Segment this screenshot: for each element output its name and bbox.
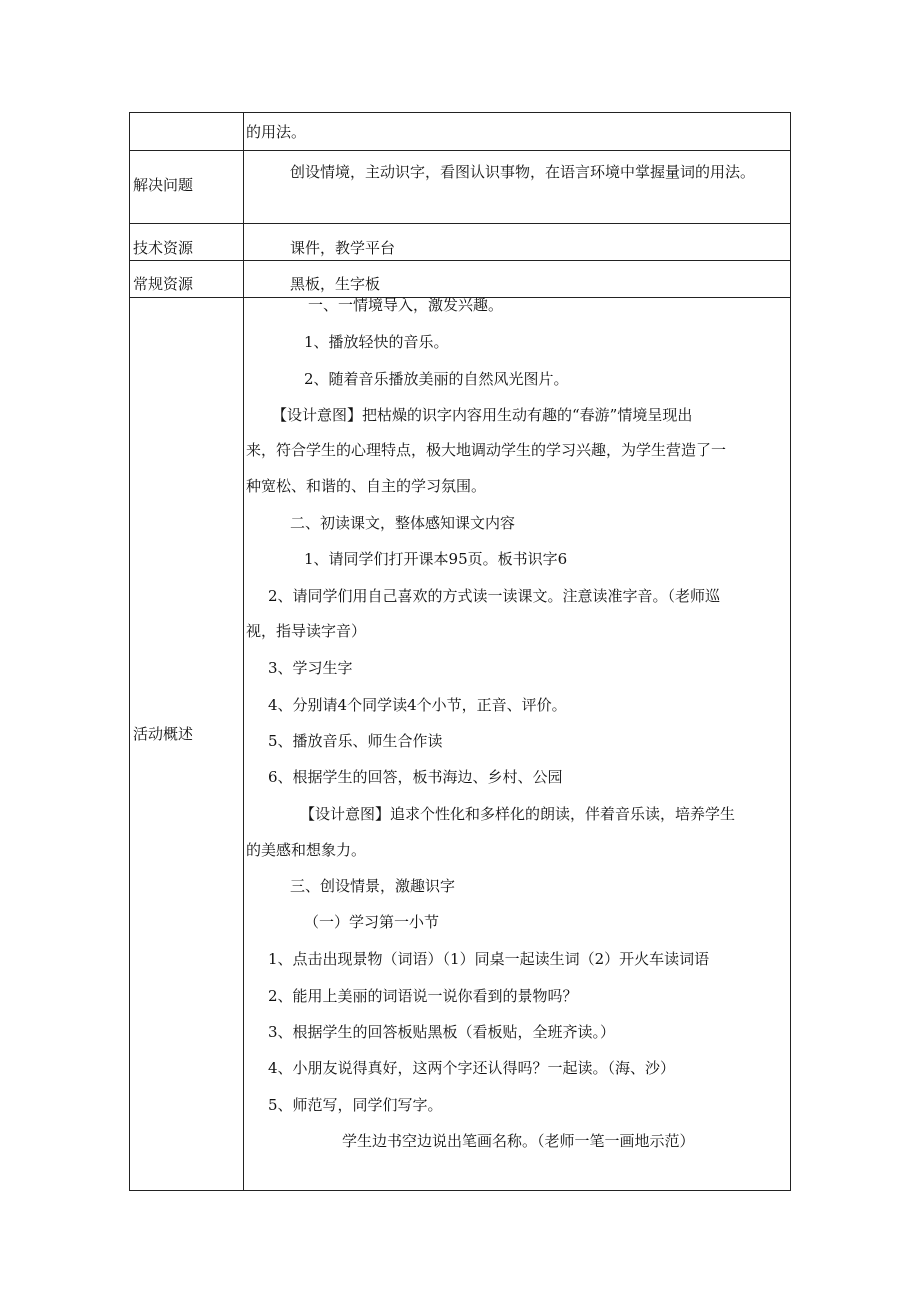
heading-line: 一、一情境导入，激发兴趣。: [308, 296, 504, 314]
heading-line: 三、创设情景，激趣识字: [290, 877, 456, 895]
row-content: [244, 151, 791, 224]
text-line: 的美感和想象力。: [246, 841, 367, 859]
heading-line: 二、初读课文，整体感知课文内容: [290, 514, 516, 532]
content-text: 的用法。: [246, 123, 307, 141]
label-text: 常规资源: [133, 275, 194, 293]
label-text: 解决问题: [133, 176, 194, 194]
row-label: [130, 298, 244, 1191]
content-text: 课件，教学平台: [290, 239, 396, 257]
row-content: [244, 113, 791, 151]
text-line: 2、能用上美丽的词语说一说你看到的景物吗？: [268, 987, 578, 1005]
row-label-empty: [130, 113, 244, 151]
text-line: 视，指导读字音）: [246, 622, 367, 640]
text-line: 【设计意图】追求个性化和多样化的朗读，伴着音乐读，培养学生: [300, 805, 736, 823]
table-row: [130, 151, 791, 224]
table-row: [130, 261, 791, 298]
text-line: 1、请同学们打开课本95页。板书识字6: [304, 550, 568, 568]
text-line: 【设计意图】把枯燥的识字内容用生动有趣的“春游”情境呈现出: [272, 406, 693, 424]
row-label: [130, 151, 244, 224]
label-text: 活动概述: [133, 725, 194, 743]
text-line: 1、播放轻快的音乐。: [304, 333, 449, 351]
text-line: 4、小朋友说得真好，这两个字还认得吗？一起读。（海、沙）: [268, 1059, 676, 1077]
content-text: 黑板，生字板: [290, 275, 381, 293]
text-line: 5、师范写，同学们写字。: [268, 1096, 443, 1114]
text-line: 2、请同学们用自己喜欢的方式读一读课文。注意读准字音。（老师巡: [268, 587, 721, 605]
row-content: [244, 261, 791, 298]
row-label: [130, 261, 244, 298]
activity-content: [244, 298, 791, 1191]
text-line: 种宽松、和谐的、自主的学习氛围。: [246, 477, 487, 495]
content-text: 创设情境，主动识字，看图认识事物，在语言环境中掌握量词的用法。: [290, 163, 756, 181]
lesson-plan-table: [129, 112, 791, 1191]
row-content: [244, 224, 791, 261]
row-label: [130, 224, 244, 261]
table-row: [130, 298, 791, 1191]
text-line: 4、分别请4个同学读4个小节，正音、评价。: [268, 696, 567, 714]
label-text: 技术资源: [133, 239, 194, 257]
text-line: 学生边书空边说出笔画名称。（老师一笔一画地示范）: [342, 1132, 695, 1150]
table-row: [130, 113, 791, 151]
text-line: 6、根据学生的回答，板书海边、乡村、公园: [268, 768, 563, 786]
text-line: 2、随着音乐播放美丽的自然风光图片。: [304, 370, 569, 388]
text-line: 5、播放音乐、师生合作读: [268, 732, 443, 750]
table-row: [130, 224, 791, 261]
text-line: 3、根据学生的回答板贴黑板（看板贴，全班齐读。）: [268, 1023, 616, 1041]
text-line: （一）学习第一小节: [304, 913, 440, 931]
text-line: 1、点击出现景物（词语）（1）同桌一起读生词（2）开火车读词语: [268, 950, 710, 968]
text-line: 3、学习生字: [268, 659, 353, 677]
text-line: 来，符合学生的心理特点，极大地调动学生的学习兴趣，为学生营造了一: [246, 441, 727, 459]
